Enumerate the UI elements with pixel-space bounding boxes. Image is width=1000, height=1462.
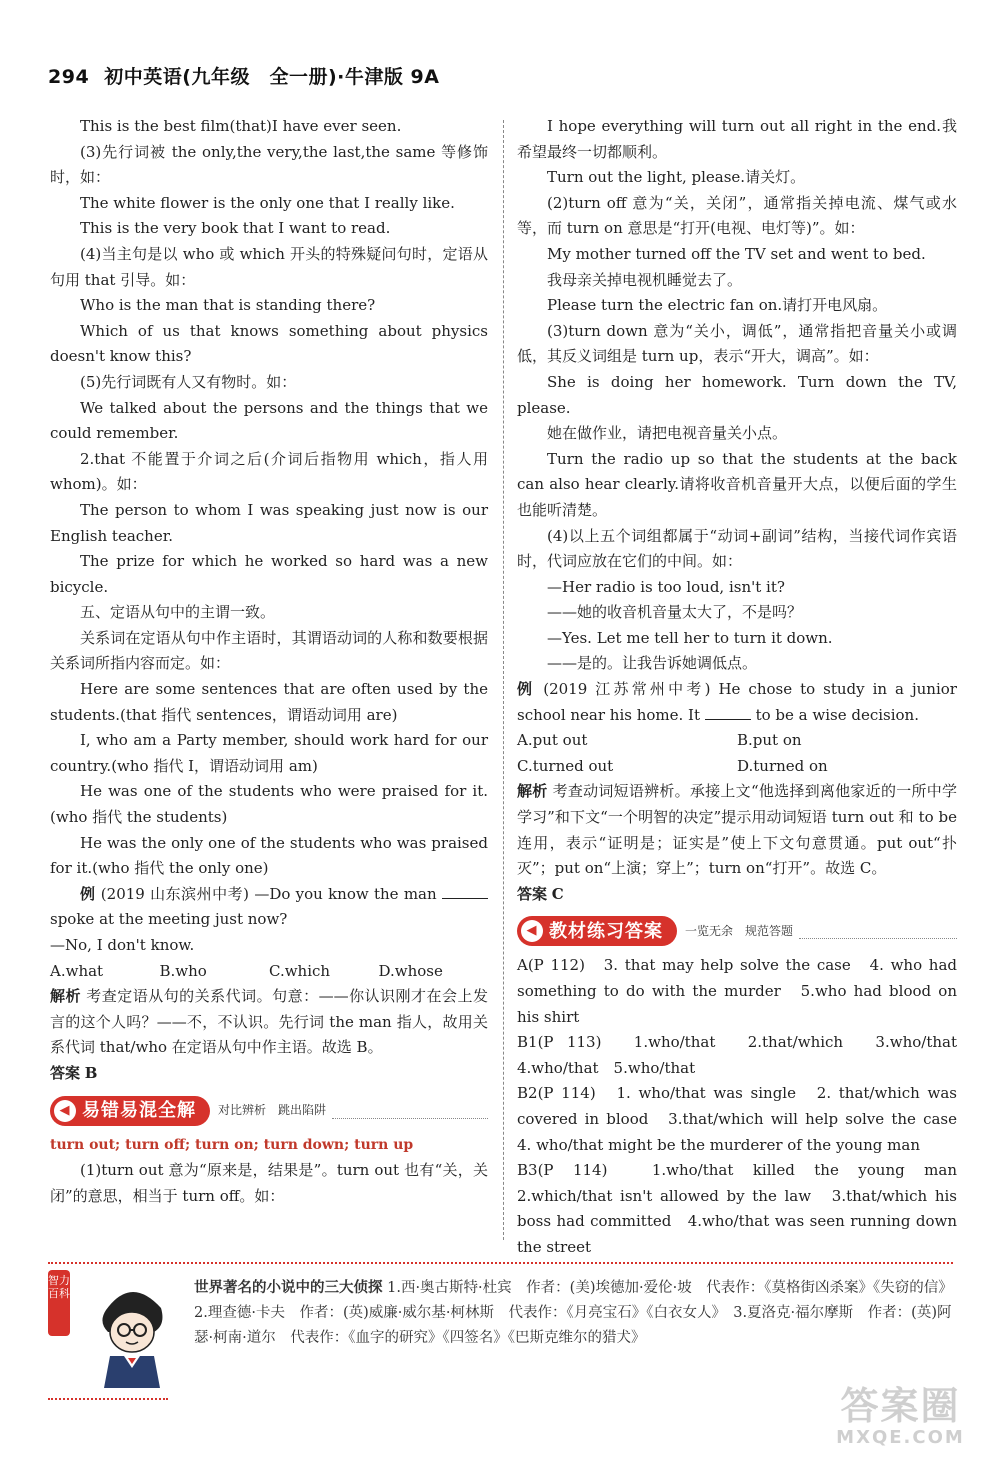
example-answer <box>50 1061 488 1087</box>
footer-title: 世界著名的小说中的三大侦探 <box>194 1279 383 1296</box>
option-d: D.whose <box>378 961 443 980</box>
section-answers-banner <box>517 915 957 947</box>
option-c-2: C.turned out <box>517 756 614 775</box>
paragraph: —Yes. Let me tell her to turn it down. <box>547 628 833 647</box>
detective-cartoon-icon <box>76 1270 186 1390</box>
answer-item: A(P 112) 3. that may help solve the case 4. who had something to do with the murder 5.who had blood on his shirt <box>517 956 957 1026</box>
paragraph: This is the very book that I want to read. <box>80 219 391 238</box>
section-answers-title <box>517 916 677 946</box>
watermark-url: MXQE.COM <box>836 1427 965 1448</box>
paragraph: He was the only one of the students who was praised for it.(who 指代 the only one) <box>50 833 488 878</box>
paragraph: The white flower is the only one that I really like. <box>80 193 455 212</box>
page-number: 294 <box>48 66 90 88</box>
paragraph: ——她的收音机音量太大了，不是吗？ <box>547 603 803 622</box>
left-tail-paragraphs <box>50 1158 488 1209</box>
answer-value-2: C <box>551 884 564 903</box>
example-label-2: 例 <box>517 680 536 699</box>
example-block <box>50 882 488 1087</box>
option-a-2: A.put out <box>517 731 588 750</box>
left-paragraphs <box>50 114 488 882</box>
paragraph: 关系词在定语从句中作主语时，其谓语动词的人称和数要根据关系词所指内容而定。如： <box>50 628 488 673</box>
paragraph: He was one of the students who were praised for it.(who 指代 the students) <box>50 782 488 827</box>
paragraph: Which of us that knows something about physics doesn't know this? <box>50 321 488 366</box>
option-b: B.who <box>159 961 207 980</box>
paragraph: ——是的。让我告诉她调低点。 <box>547 654 758 673</box>
example-block-2 <box>517 677 957 907</box>
paragraph: (4)当主句是以 who 或 which 开头的特殊疑问句时，定语从句用 that 引导。如： <box>50 244 488 289</box>
paragraph: (3)turn down 意为“关小，调低”，通常指把音量关小或调低，其反义词组是 turn up，表示“开大，调高”。如： <box>517 321 957 366</box>
option-c: C.which <box>269 961 331 980</box>
paragraph: I hope everything will turn out all right in the end.我希望最终一切都顺利。 <box>517 117 957 161</box>
section-confusion-title-text: 易错易混全解 <box>82 1099 196 1121</box>
option-d-2: D.turned on <box>737 756 828 775</box>
section-confusion-banner <box>50 1095 488 1127</box>
paragraph: The prize for which he worked so hard was a new bicycle. <box>50 552 488 596</box>
option-b-2: B.put on <box>737 731 802 750</box>
paragraph: The person to whom I was speaking just now is our English teacher. <box>50 500 488 545</box>
section-rule <box>332 1118 488 1119</box>
paragraph: (5)先行词既有人又有物时。如： <box>80 372 297 391</box>
phrase-list: turn out; turn off; turn on; turn down; turn up <box>50 1136 414 1153</box>
example-reply: —No, I don't know. <box>50 936 195 954</box>
example-question-2 <box>517 677 957 728</box>
paragraph: Please turn the electric fan on.请打开电风扇。 <box>547 296 888 315</box>
example-question-b: spoke at the meeting just now? <box>50 910 288 929</box>
section-rule <box>799 938 957 939</box>
section-answers-subtitle: 一览无余 规范答题 <box>685 923 794 938</box>
page-header <box>48 62 948 96</box>
example-question-a: —Do you know the man <box>254 884 437 903</box>
footer-rule <box>48 1262 953 1264</box>
example-analysis <box>50 984 488 1061</box>
right-paragraphs <box>517 114 957 677</box>
analysis-text: 考查定语从句的关系代词。句意：——你认识刚才在会上发言的这个人吗？——不，不认识。先行词 the man 指人，故用关系代词 that/who 在定语从句中作主语。故选 B。 <box>50 987 488 1057</box>
paragraph: (1)turn out 意为“原来是，结果是”。turn out 也有“关，关闭”的意思，相当于 turn off。如： <box>50 1161 488 1205</box>
book-title: 初中英语(九年级 全一册)·牛津版 9A <box>104 66 440 88</box>
paragraph: My mother turned off the TV set and went to bed. <box>547 244 926 263</box>
paragraph: She is doing her homework. Turn down the TV, please. <box>517 372 957 417</box>
example-options-2 <box>517 728 957 779</box>
answer-value: B <box>84 1063 98 1082</box>
paragraph: Who is the man that is standing there? <box>80 296 376 315</box>
footer-text <box>194 1275 960 1351</box>
example-answer-2 <box>517 882 957 908</box>
answer-item: B2(P 114) 1. who/that was single 2. that/which was covered in blood 3.that/which will help solve the case 4. who/that might be the murderer of the young man <box>517 1084 973 1154</box>
column-divider <box>503 120 504 1240</box>
watermark <box>808 1384 993 1454</box>
example-question-2b: to be a wise decision. <box>755 705 919 724</box>
analysis-label-2: 解析 <box>517 782 548 801</box>
answer-list <box>517 953 973 1260</box>
answer-blank-2 <box>705 705 751 720</box>
paragraph: 我母亲关掉电视机睡觉去了。 <box>547 270 743 289</box>
left-column <box>50 114 488 1209</box>
paragraph: (3)先行词被 the only,the very,the last,the same 等修饰时，如： <box>50 142 488 187</box>
example-source-2: (2019 江苏常州中考) <box>543 680 711 699</box>
answer-label: 答案 <box>50 1063 81 1082</box>
analysis-label: 解析 <box>50 987 81 1006</box>
paragraph: (4)以上五个词组都属于“动词+副词”结构，当接代词作宾语时，代词应放在它们的中间。如： <box>517 526 957 571</box>
paragraph: Turn out the light, please.请关灯。 <box>547 168 806 187</box>
paragraph: I, who am a Party member, should work hard for our country.(who 指代 I，谓语动词用 am) <box>50 731 488 775</box>
speaker-icon: ◀ <box>521 920 543 942</box>
speaker-icon: ◀ <box>54 1100 76 1122</box>
paragraph: Here are some sentences that are often used by the students.(that 指代 sentences，谓语动词用 are) <box>50 680 488 724</box>
option-a: A.what <box>50 961 104 980</box>
paragraph: 她在做作业，请把电视音量关小点。 <box>547 424 788 443</box>
paragraph: 五、定语从句中的主谓一致。 <box>80 603 276 622</box>
watermark-logo-text: 答案圈 <box>840 1384 961 1428</box>
analysis-text-2: 考查动词短语辨析。承接上文“他选择到离他家近的一所中学学习”和下文“一个明智的决定”提示用动词短语 turn out 和 to be 连用，表示“证明是；证实是”使上下文句意贯通。put out“扑灭”；put on“上演；穿上”；turn on“打开”。故选 C。 <box>517 782 957 878</box>
footer-body: 1.西·奥古斯特·杜宾 作者：(美)埃德加·爱伦·坡 代表作：《莫格街凶杀案》《失窃的信》 2.理查德·卡夫 作者：(英)威廉·威尔基·柯林斯 代表作：《月亮宝石》《白衣女人》 3.夏洛克·福尔摩斯 作者：(英)阿瑟·柯南·道尔 代表作：《血字的研究》《四签名》《巴斯克维尔的猎犬》 <box>194 1280 960 1346</box>
paragraph: Turn the radio up so that the students at the back can also hear clearly.请将收音机音量开大点，以便后面的学生也能听清楚。 <box>517 449 957 519</box>
paragraph: This is the best film(that)I have ever seen. <box>80 117 402 135</box>
example-options <box>50 959 488 985</box>
right-column <box>517 114 973 1261</box>
paragraph: 2.that 不能置于介词之后(介词后指物用 which，指人用 whom)。如： <box>50 449 488 494</box>
answer-blank <box>442 884 488 899</box>
example-analysis-2 <box>517 779 957 881</box>
answer-item: B3(P 114) 1.who/that killed the young man 2.which/that isn't allowed by the law 3.that/which his boss had committed 4.who/that was seen running down the street <box>517 1161 973 1256</box>
example-question <box>50 882 488 933</box>
section-confusion-title <box>50 1096 210 1126</box>
example-source: (2019 山东滨州中考) <box>100 884 250 903</box>
paragraph: We talked about the persons and the things that we could remember. <box>50 398 488 443</box>
answer-item: B1(P 113) 1.who/that 2.that/which 3.who/that 4.who/that 5.who/that <box>517 1033 973 1077</box>
paragraph: —Her radio is too loud, isn't it? <box>547 577 785 596</box>
footer-tab: 智力百科 <box>48 1270 70 1336</box>
example-question-2a: He chose to study in a junior school near his home. It <box>517 680 957 724</box>
section-answers-title-text: 教材练习答案 <box>549 920 663 942</box>
paragraph: (2)turn off 意为“关，关闭”，通常指关掉电流、煤气或水等，而 turn on 意思是“打开(电视、电灯等)”。如： <box>517 193 957 238</box>
section-confusion-subtitle: 对比辨析 跳出陷阱 <box>218 1102 327 1117</box>
answer-label-2: 答案 <box>517 884 548 903</box>
footer-rule-bottom <box>48 1398 168 1400</box>
example-label: 例 <box>80 884 96 903</box>
